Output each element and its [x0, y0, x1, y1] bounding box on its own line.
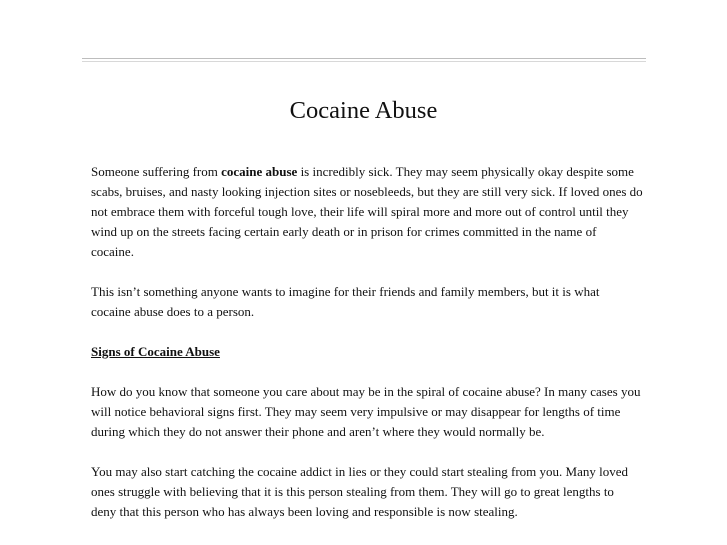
text-run: Someone suffering from: [91, 164, 222, 179]
paragraph-lies: [91, 462, 651, 522]
section-heading: Signs of Cocaine Abuse: [91, 344, 220, 359]
paragraph-line: You may also start catching the cocaine addict in lies or they could start stealing from you. Many loved: [91, 464, 628, 479]
document-title: Cocaine Abuse: [289, 97, 438, 124]
paragraph-line: will notice behavioral signs first. They may seem very impulsive or may disappear for lengths of time: [91, 404, 621, 419]
paragraph-line: This isn’t something anyone wants to imagine for their friends and family members, but it is what: [91, 284, 600, 299]
bold-term: cocaine abuse: [221, 164, 298, 179]
paragraph-line: [91, 162, 651, 182]
paragraph-line: deny that this person who has always been loving and responsible is now stealing.: [91, 504, 518, 519]
paragraph-line: ones struggle with believing that it is this person stealing from them. They will go to great lengths to: [91, 484, 614, 499]
text-run: is incredibly sick. They may seem physically okay despite some: [297, 164, 634, 179]
paragraph-line: cocaine.: [91, 244, 134, 259]
paragraph-line: cocaine abuse does to a person.: [91, 304, 255, 319]
paragraph-line: scabs, bruises, and nasty looking injection sites or nosebleeds, but they are still very sick. If loved ones do: [91, 184, 643, 199]
paragraph-second: [91, 282, 651, 322]
paragraph-line: How do you know that someone you care about may be in the spiral of cocaine abuse? In many cases you: [91, 384, 641, 399]
paragraph-line: during which they do not answer their phone and aren’t where they would normally be.: [91, 424, 545, 439]
paragraph-line: not embrace them with forceful tough love, their life will spiral more and more out of control until they: [91, 204, 629, 219]
paragraph-intro: [91, 162, 651, 262]
paragraph-signs: [91, 382, 651, 442]
paragraph-line: wind up on the streets facing certain early death or in prison for crimes committed in the name of: [91, 224, 597, 239]
page-top-rule: [82, 58, 646, 62]
